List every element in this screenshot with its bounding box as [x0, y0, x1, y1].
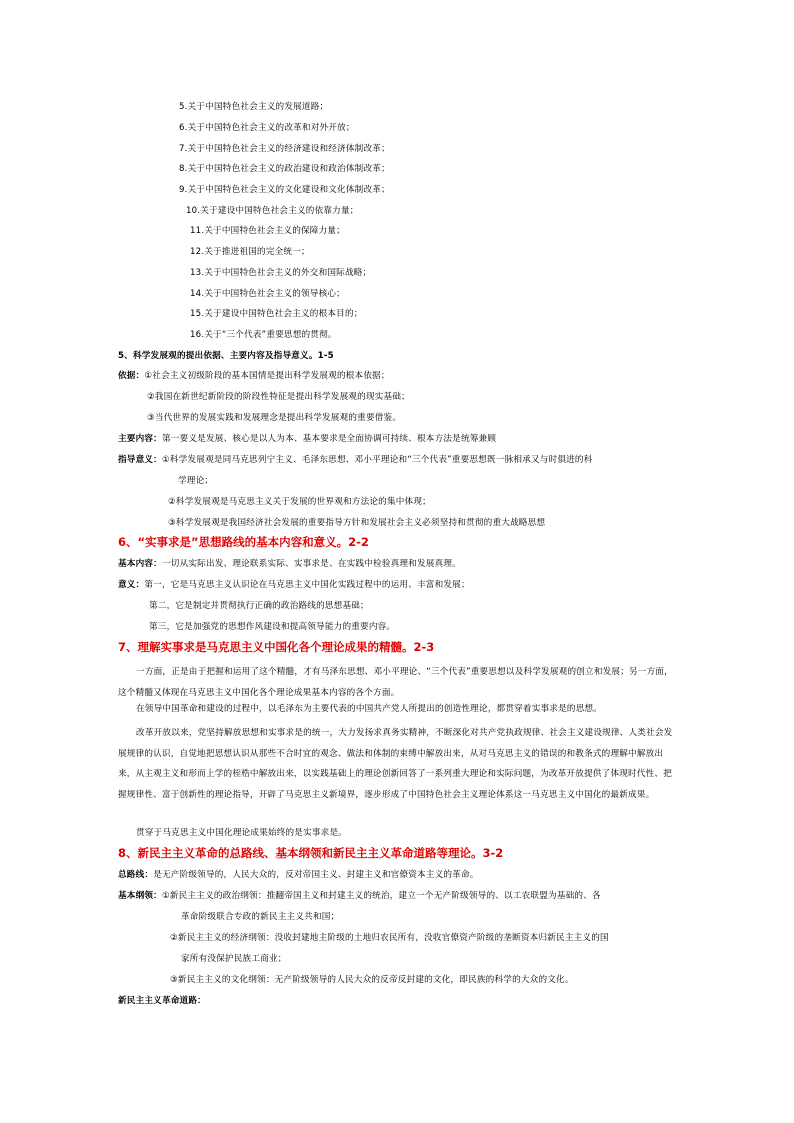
general-line-text: 是无产阶级领导的，人民大众的，反对帝国主义、封建主义和官僚资本主义的革命。 [153, 870, 479, 880]
basis-label: 依据： [118, 371, 145, 381]
content-row [118, 558, 461, 570]
meaning-row [118, 579, 470, 591]
revolution-road-label: 新民主主义革命道路： [118, 996, 206, 1006]
meaning-item: 第一，它是马克思主义认识论在马克思主义中国化实践过程中的运用、丰富和发展； [144, 580, 470, 590]
meaning-item: ②科学发展观是马克思主义关于发展的世界观和方法论的集中体现； [168, 497, 431, 507]
program-item-continued: 家所有没保护民族工商业； [181, 954, 287, 964]
meaning-item: ①科学发展观是同马克思列宁主义、毛泽东思想、邓小平理论和“三个代表”重要思想既一脉相承又与时俱进的科 [161, 455, 593, 465]
list-item: 14.关于中国特色社会主义的领导核心； [190, 289, 345, 299]
list-item: 13.关于中国特色社会主义的外交和国际战略； [190, 268, 372, 278]
list-item: 6.关于中国特色社会主义的改革和对外开放； [179, 123, 355, 133]
list-item: 10.关于建设中国特色社会主义的依靠力量； [186, 206, 359, 216]
program-item: ③新民主主义的文化纲领：无产阶级领导的人民大众的反帝反封建的文化，即民族的科学的大众的文化。 [170, 975, 574, 985]
list-item: 5.关于中国特色社会主义的发展道路； [179, 102, 329, 112]
meaning-item-continued: 学理论； [178, 476, 214, 486]
list-item: 11.关于中国特色社会主义的保障力量； [190, 226, 345, 236]
program-row [118, 890, 601, 902]
section-5-heading: 5、科学发展观的提出依据、主要内容及指导意义。1-5 [118, 351, 334, 361]
paragraph: 在领导中国革命和建设的过程中，以毛泽东为主要代表的中国共产党人所提出的创造性理论，都贯穿着实事求是的思想。 [136, 704, 603, 714]
program-item: ①新民主主义的政治纲领：推翻帝国主义和封建主义的统治，建立一个无产阶级领导的、以工农联盟为基础的、各 [161, 891, 601, 901]
basis-row [118, 370, 390, 382]
meaning-item: 第二，它是制定并贯彻执行正确的政治路线的思想基础； [149, 601, 369, 611]
basis-item: ③当代世界的发展实践和发展理念是提出科学发展观的重要借鉴。 [147, 413, 402, 423]
program-item-continued: 革命阶级联合专政的新民主主义共和国； [181, 912, 340, 922]
meaning-item: 第三，它是加强党的思想作风建设和提高领导能力的重要内容。 [149, 622, 396, 632]
content-text: 一切从实际出发、理论联系实际、实事求是、在实践中检验真理和发展真理。 [161, 559, 461, 569]
program-item: ②新民主主义的经济纲领：没收封建地主阶级的土地归农民所有，没收官僚资产阶级的垄断资本归新民主主义的国 [170, 933, 609, 943]
basis-item: ①社会主义初级阶段的基本国情是提出科学发展观的根本依据； [144, 371, 390, 381]
list-item: 16.关于“三个代表”重要思想的贯彻。 [190, 330, 337, 340]
meaning-row [118, 454, 593, 466]
paragraph: 一方面，正是由于把握和运用了这个精髓，才有马泽东思想、邓小平理论、“三个代表”重要思想以及科学发展观的创立和发展；另一方面，这个精髓又体现在马克思主义中国化各个理论成果基本内容的各个方面。 [118, 667, 673, 698]
list-item: 7.关于中国特色社会主义的经济建设和经济体制改革； [179, 144, 390, 154]
list-item: 12.关于推进祖国的完全统一； [190, 247, 310, 257]
meaning-label: 指导意义： [118, 455, 162, 465]
list-item: 8.关于中国特色社会主义的政治建设和政治体制改革； [179, 164, 390, 174]
section-8-heading: 8、新民主主义革命的总路线、基本纲领和新民主主义革命道路等理论。3-2 [118, 846, 504, 860]
content-row [118, 433, 496, 445]
basis-item: ②我国在新世纪新阶段的阶段性特征是提出科学发展观的现实基础； [147, 392, 410, 402]
meaning-item: ③科学发展观是我国经济社会发展的重要指导方针和发展社会主义必须坚持和贯彻的重大战略思想 [168, 518, 546, 528]
meaning-label: 意义： [118, 580, 145, 590]
paragraph: 改革开放以来，党坚持解放思想和实事求是的统一，大力发扬求真务实精神，不断深化对共产党执政规律、社会主义建设规律、人类社会发展规律的认识，自觉地把思想认识从那些不合时宜的观念、做法和体制的束缚中解放出来，从对马克思主义的错误的和教条式的理解中解放出来，从主观主义和形而上学的桎梏中解放出来，以实践基础上的理论创新回答了一系列重大理论和实际问题，为改革开放提供了体现时代性、把握规律性、富于创新性的理论指导，开辟了马克思主义新境界，逐步形成了中国特色社会主义理论体系这一马克思主义中国化的最新成果。 [118, 728, 673, 800]
section-7-heading: 7、理解实事求是马克思主义中国化各个理论成果的精髓。2-3 [118, 640, 435, 654]
section-6-heading: 6、“实事求是”思想路线的基本内容和意义。2-2 [118, 535, 369, 549]
content-label: 主要内容： [118, 434, 162, 444]
content-label: 基本内容： [118, 559, 162, 569]
content-text: 第一要义是发展、核心是以人为本、基本要求是全面协调可持续、根本方法是统筹兼顾 [161, 434, 497, 444]
program-label: 基本纲领： [118, 891, 162, 901]
list-item: 15.关于建设中国特色社会主义的根本目的； [190, 309, 363, 319]
general-line-row [118, 869, 479, 881]
list-item: 9.关于中国特色社会主义的文化建设和文化体制改革； [179, 185, 390, 195]
paragraph: 贯穿于马克思主义中国化理论成果始终的是实事求是。 [136, 828, 348, 838]
general-line-label: 总路线： [118, 870, 154, 880]
